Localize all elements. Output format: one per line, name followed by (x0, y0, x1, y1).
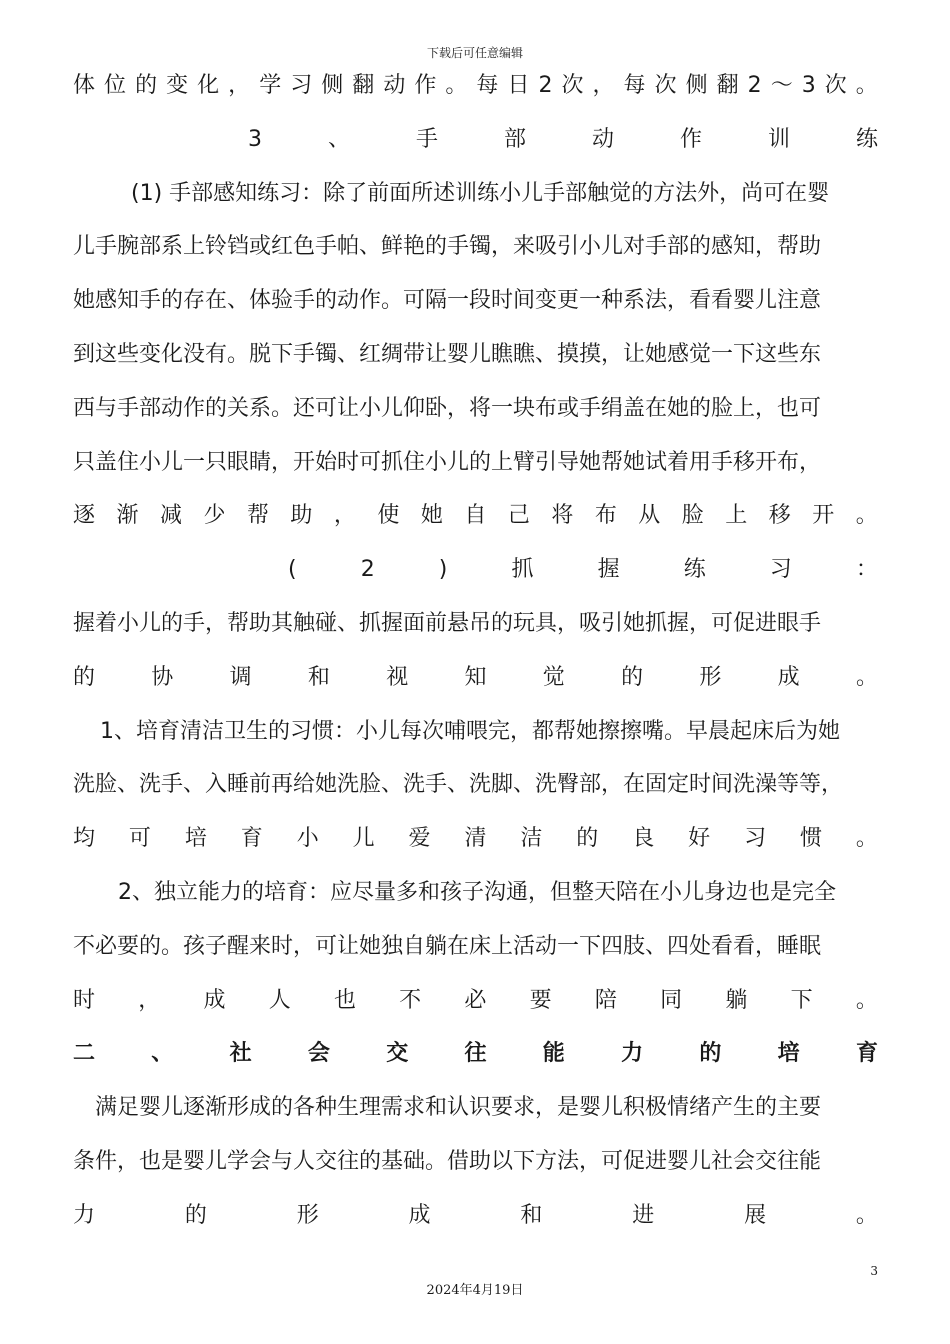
text-char: 培 (777, 1041, 800, 1067)
text-char: 躺 (725, 987, 748, 1013)
text-char: 。 (855, 826, 878, 852)
text-char: 助 (290, 503, 313, 529)
text-line (73, 824, 878, 854)
text-char: 的 (699, 1041, 722, 1067)
text-char: ， (333, 503, 356, 529)
text-char: ( (288, 557, 297, 583)
text-char: 成 (408, 1202, 431, 1228)
text-char: 3 (801, 73, 816, 98)
text-char: 的 (73, 664, 96, 690)
text-char: 移 (768, 503, 791, 529)
text-line: 她感知手的存在、体验手的动作。可隔一段时间变更一种系法，看看婴儿注意 (73, 288, 822, 314)
text-char: 己 (507, 503, 530, 529)
text-char: 握 (597, 557, 620, 583)
text-line: 不必要的。孩子醒来时，可让她独自躺在床上活动一下四肢、四处看看，睡眠 (73, 933, 822, 959)
text-char: 练 (683, 557, 706, 583)
text-line: 满足婴儿逐渐形成的各种生理需求和认识要求，是婴儿积极情绪产生的主要 (95, 1095, 822, 1121)
text-char: 部 (503, 126, 526, 152)
text-char: 将 (551, 503, 574, 529)
text-char: 成 (203, 987, 226, 1013)
text-char: 开 (812, 503, 835, 529)
text-char: 。 (855, 664, 878, 690)
text-char: 下 (790, 987, 813, 1013)
text-char: 渐 (116, 503, 139, 529)
text-char: 每 (623, 73, 646, 98)
text-char: 必 (464, 987, 487, 1013)
text-char: 小 (296, 826, 319, 852)
text-char: 洁 (520, 826, 543, 852)
text-line (73, 71, 878, 101)
text-char: 和 (520, 1202, 543, 1228)
text-char: 、 (151, 1041, 174, 1067)
text-char: 爱 (408, 826, 431, 852)
text-char: 调 (229, 664, 252, 690)
text-char: 人 (268, 987, 291, 1013)
text-char: 变 (166, 73, 189, 98)
text-char: 力 (73, 1202, 96, 1228)
text-char: 每 (476, 73, 499, 98)
text-char: 翻 (352, 73, 375, 98)
text-char: 培 (184, 826, 207, 852)
text-char: 位 (104, 73, 127, 98)
text-char: 2 (538, 73, 553, 98)
text-char: 2 (747, 73, 762, 98)
text-char: 。 (855, 73, 878, 98)
text-char: 侧 (685, 73, 708, 98)
text-char: 二 (73, 1041, 96, 1067)
text-char: ： (855, 557, 878, 583)
text-char: 使 (377, 503, 400, 529)
text-line: 1、培育清洁卫生的习惯：小儿每次哺喂完，都帮她擦擦嘴。早晨起床后为她 (100, 718, 840, 744)
text-char: 力 (621, 1041, 644, 1067)
text-char: 交 (386, 1041, 409, 1067)
text-char: 日 (507, 73, 530, 98)
text-char: 要 (529, 987, 552, 1013)
text-char: 和 (307, 664, 330, 690)
text-char: 清 (464, 826, 487, 852)
text-char: 儿 (352, 826, 375, 852)
text-char: 进 (632, 1202, 655, 1228)
text-char: 动 (383, 73, 406, 98)
text-char: 不 (399, 987, 422, 1013)
text-char: 知 (464, 664, 487, 690)
text-char: 习 (290, 73, 313, 98)
text-char: 布 (594, 503, 617, 529)
text-char: 学 (259, 73, 282, 98)
text-char: 、 (327, 126, 350, 152)
text-char: 育 (855, 1041, 878, 1067)
footer-date: 2024年4月19日 (426, 1283, 524, 1298)
text-char: 习 (769, 557, 792, 583)
text-line: 到这些变化没有。脱下手镯、红绸带让婴儿瞧瞧、摸摸，让她感觉一下这些东 (73, 342, 822, 367)
text-line (73, 1039, 878, 1069)
text-char: 次 (824, 73, 847, 98)
text-line: 2、独立能力的培育：应尽量多和孩子沟通，但整天陪在小儿身边也是完全 (118, 880, 836, 905)
text-char: 脸 (681, 503, 704, 529)
text-char: 时 (73, 987, 96, 1013)
text-char: 成 (777, 664, 800, 690)
text-char: 训 (767, 126, 790, 152)
text-char: 2 (360, 557, 375, 583)
text-line (73, 663, 878, 693)
text-char: 育 (240, 826, 263, 852)
text-line (73, 986, 878, 1016)
text-line: 条件，也是婴儿学会与人交往的基础。借助以下方法，可促进婴儿社会交往能 (73, 1149, 822, 1174)
text-char: ， (138, 987, 161, 1013)
text-char: 体 (73, 73, 96, 98)
text-char: ， (228, 73, 251, 98)
text-char: 抓 (511, 557, 534, 583)
text-char: 的 (135, 73, 158, 98)
text-line (288, 555, 878, 585)
text-line (73, 501, 878, 531)
text-char: 减 (159, 503, 182, 529)
text-char: 3 (248, 126, 262, 152)
text-char: 往 (464, 1041, 487, 1067)
text-char: 视 (386, 664, 409, 690)
text-line: 儿手腕部系上铃铛或红色手帕、鲜艳的手镯，来吸引小儿对手部的感知，帮助 (73, 234, 822, 260)
text-line: 只盖住小儿一只眼睛，开始时可抓住小儿的上臂引导她帮她试着用手移开布， (73, 449, 822, 475)
text-char: 少 (203, 503, 226, 529)
text-char: 协 (151, 664, 174, 690)
text-char: 练 (855, 126, 878, 152)
text-char: ) (438, 557, 448, 583)
text-char: 化 (197, 73, 220, 98)
text-char: 次 (654, 73, 677, 98)
text-char: 自 (464, 503, 487, 529)
text-char: 翻 (716, 73, 739, 98)
text-line (73, 1201, 878, 1231)
text-line (248, 125, 878, 155)
text-char: 习 (744, 826, 767, 852)
text-char: 社 (229, 1041, 252, 1067)
text-char: 觉 (542, 664, 565, 690)
text-char: 同 (660, 987, 683, 1013)
text-char: 形 (699, 664, 722, 690)
text-char: 她 (420, 503, 443, 529)
page-header: 下载后可任意编辑 (426, 46, 523, 60)
text-char: 良 (632, 826, 655, 852)
text-char: 能 (542, 1041, 565, 1067)
text-char: 侧 (321, 73, 344, 98)
text-char: 的 (576, 826, 599, 852)
text-char: 可 (128, 826, 151, 852)
text-char: 手 (415, 126, 438, 152)
text-char: 作 (414, 73, 437, 98)
page-number: 3 (870, 1264, 878, 1278)
text-line: 西与手部动作的关系。还可让小儿仰卧，将一块布或手绢盖在她的脸上，也可 (73, 395, 822, 421)
text-char: 。 (855, 503, 878, 529)
text-char: 从 (638, 503, 661, 529)
text-char: ～ (770, 73, 793, 98)
text-char: 逐 (73, 503, 96, 529)
text-char: 。 (445, 73, 468, 98)
text-line: 握着小儿的手，帮助其触碰、抓握面前悬吊的玩具，吸引她抓握，可促进眼手 (73, 611, 822, 636)
text-char: 的 (621, 664, 644, 690)
text-char: 帮 (246, 503, 269, 529)
text-char: 的 (184, 1202, 207, 1228)
text-char: 均 (73, 826, 96, 852)
text-char: 形 (296, 1202, 319, 1228)
text-char: 展 (744, 1202, 767, 1228)
text-char: 也 (333, 987, 356, 1013)
text-char: 动 (591, 126, 614, 152)
text-char: 陪 (594, 987, 617, 1013)
text-char: 上 (725, 503, 748, 529)
text-line: 洗脸、洗手、入睡前再给她洗脸、洗手、洗脚、洗臀部，在固定时间洗澡等等， (73, 772, 844, 798)
text-char: ， (592, 73, 615, 98)
text-line: (1) 手部感知练习：除了前面所述训练小儿手部触觉的方法外，尚可在婴 (131, 180, 830, 206)
text-char: 。 (855, 987, 878, 1013)
text-char: 。 (855, 1202, 878, 1228)
text-char: 作 (679, 126, 702, 152)
text-char: 好 (688, 826, 711, 852)
text-char: 次 (561, 73, 584, 98)
text-char: 惯 (799, 826, 822, 852)
text-char: 会 (307, 1041, 330, 1067)
